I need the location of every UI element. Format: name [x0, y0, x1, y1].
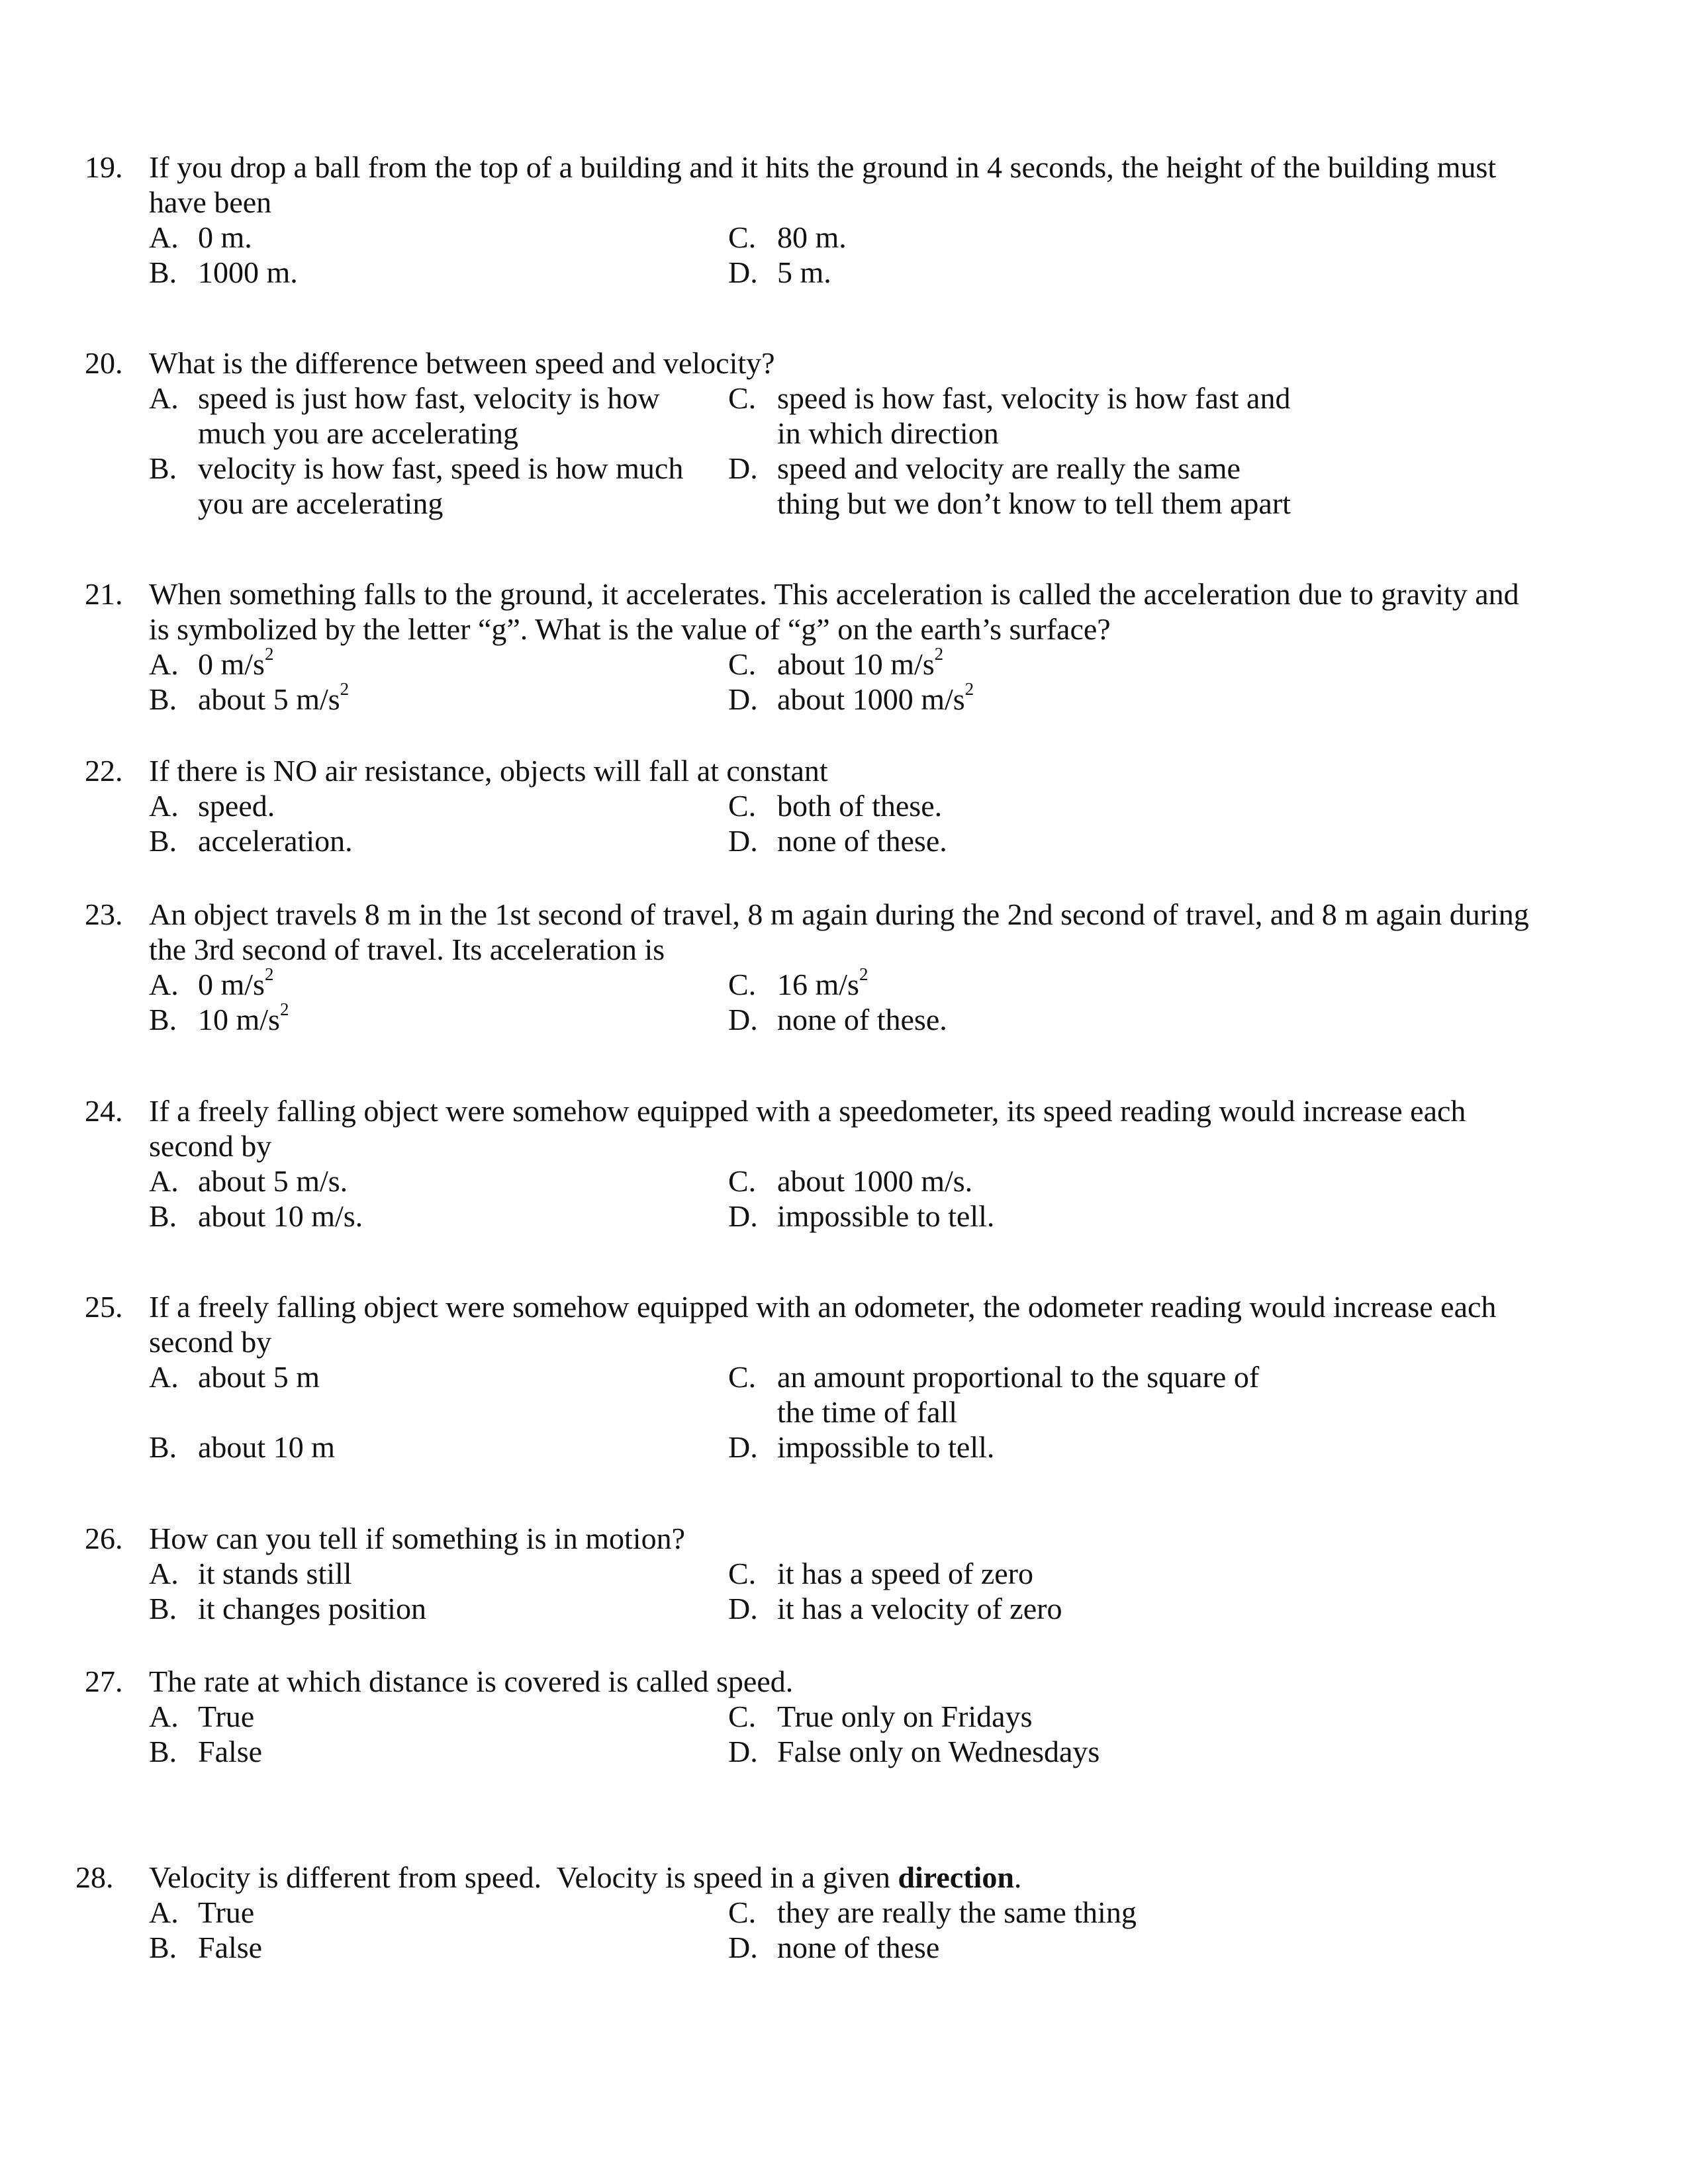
question-stem	[149, 753, 1539, 788]
option-text	[777, 643, 944, 682]
option-text: 5 m.	[777, 255, 831, 289]
option-text	[198, 381, 660, 451]
question-stem	[149, 1664, 1539, 1699]
stem-line: second by	[149, 1129, 272, 1163]
option-letter: B.	[149, 1592, 177, 1625]
option-letter: A.	[149, 1557, 179, 1590]
question-stem	[149, 150, 1539, 220]
option-text	[198, 451, 683, 521]
option-text	[198, 643, 274, 682]
option-letter: C.	[728, 381, 757, 415]
exponent: 2	[340, 678, 350, 699]
option-text: about 1000 m/s.	[777, 1164, 973, 1198]
question-number: 25.	[85, 1290, 123, 1324]
option-letter: A.	[149, 968, 179, 1001]
option-letter: B.	[149, 1003, 177, 1036]
stem-bold-term: direction	[898, 1860, 1014, 1894]
exponent: 2	[934, 643, 944, 664]
option-line: in which direction	[777, 416, 999, 450]
option-text	[198, 999, 289, 1037]
option-letter: D.	[728, 824, 758, 858]
option-letter: C.	[728, 1360, 757, 1394]
exponent: 2	[279, 999, 289, 1019]
question-stem	[149, 576, 1539, 647]
option-text	[777, 964, 868, 1002]
option-letter: D.	[728, 451, 758, 485]
stem-line: have been	[149, 185, 272, 219]
stem-text: Velocity is different from speed. Velocity is speed in a given	[149, 1860, 898, 1894]
option-text	[198, 678, 350, 717]
option-line: an amount proportional to the square of	[777, 1360, 1260, 1394]
exponent: 2	[264, 643, 274, 664]
option-letter: C.	[728, 968, 757, 1001]
stem-line: If a freely falling object were somehow equipped with an odometer, the odometer reading would increase each	[149, 1290, 1497, 1324]
option-value: 0 m/s	[198, 647, 265, 681]
question-number: 23.	[85, 897, 123, 931]
question-stem	[149, 897, 1539, 967]
option-value: 10 m/s	[198, 1003, 280, 1036]
option-text	[777, 1359, 1259, 1430]
question-stem	[149, 1521, 1539, 1556]
stem-line: the 3rd second of travel. Its acceleration is	[149, 933, 665, 966]
option-letter: A.	[149, 1164, 179, 1198]
option-line: velocity is how fast, speed is how much	[198, 451, 684, 485]
option-letter: A.	[149, 1360, 179, 1394]
option-text	[777, 451, 1291, 521]
question-stem	[149, 1289, 1539, 1359]
option-text: True	[198, 1895, 255, 1929]
question-number: 24.	[85, 1094, 123, 1128]
question-stem	[149, 1093, 1539, 1163]
option-letter: D.	[728, 255, 758, 289]
option-value: 16 m/s	[777, 968, 859, 1001]
option-text: about 5 m/s.	[198, 1164, 348, 1198]
option-text: False	[198, 1735, 263, 1768]
option-letter: C.	[728, 789, 757, 823]
option-text: True only on Fridays	[777, 1700, 1033, 1733]
option-letter: D.	[728, 1592, 758, 1625]
option-line: much you are accelerating	[198, 416, 519, 450]
option-text: it stands still	[198, 1557, 352, 1590]
option-text: none of these.	[777, 1003, 947, 1036]
option-value: about 10 m/s	[777, 647, 935, 681]
option-letter: A.	[149, 381, 179, 415]
option-text: about 5 m	[198, 1360, 320, 1394]
stem-line: The rate at which distance is covered is called speed.	[149, 1664, 794, 1698]
option-text: about 10 m	[198, 1430, 335, 1464]
option-letter: B.	[149, 1430, 177, 1464]
option-letter: B.	[149, 1931, 177, 1964]
option-text: none of these	[777, 1931, 940, 1964]
option-text: impossible to tell.	[777, 1199, 995, 1233]
option-letter: A.	[149, 789, 179, 823]
option-letter: C.	[728, 1895, 757, 1929]
option-text: both of these.	[777, 789, 943, 823]
option-text: impossible to tell.	[777, 1430, 995, 1464]
option-text: 1000 m.	[198, 255, 298, 289]
option-text	[777, 381, 1290, 451]
option-text: it has a velocity of zero	[777, 1592, 1062, 1625]
option-text: speed.	[198, 789, 275, 823]
stem-line: If a freely falling object were somehow equipped with a speedometer, its speed reading would increase each	[149, 1094, 1466, 1128]
question-number: 26.	[85, 1522, 123, 1555]
option-line: speed and velocity are really the same	[777, 451, 1241, 485]
option-text: none of these.	[777, 824, 947, 858]
option-line: speed is just how fast, velocity is how	[198, 381, 660, 415]
question-stem	[149, 345, 1539, 381]
option-letter: C.	[728, 1557, 757, 1590]
option-text: 0 m.	[198, 220, 252, 254]
option-letter: C.	[728, 220, 757, 254]
option-text: False	[198, 1931, 263, 1964]
option-text	[198, 964, 274, 1002]
stem-line: is symbolized by the letter “g”. What is the value of “g” on the earth’s surface?	[149, 612, 1111, 646]
question-number: 27.	[85, 1664, 123, 1698]
stem-line: second by	[149, 1325, 272, 1359]
option-letter: B.	[149, 1735, 177, 1768]
option-value: about 1000 m/s	[777, 682, 965, 716]
question-number: 28.	[75, 1860, 114, 1894]
option-line: speed is how fast, velocity is how fast and	[777, 381, 1291, 415]
option-letter: D.	[728, 1430, 758, 1464]
option-text: it changes position	[198, 1592, 426, 1625]
option-letter: B.	[149, 451, 177, 485]
option-text: about 10 m/s.	[198, 1199, 363, 1233]
stem-tail: .	[1013, 1860, 1022, 1894]
stem-line: If you drop a ball from the top of a building and it hits the ground in 4 seconds, the height of the building must	[149, 150, 1497, 184]
option-letter: C.	[728, 1700, 757, 1733]
option-value: about 5 m/s	[198, 682, 340, 716]
option-letter: D.	[728, 1931, 758, 1964]
option-line: thing but we don’t know to tell them apart	[777, 486, 1291, 520]
option-letter: A.	[149, 647, 179, 681]
option-letter: D.	[728, 1003, 758, 1036]
option-letter: D.	[728, 1199, 758, 1233]
option-line: the time of fall	[777, 1395, 958, 1429]
option-value: 0 m/s	[198, 968, 265, 1001]
option-letter: D.	[728, 1735, 758, 1768]
stem-line	[149, 1860, 1539, 1895]
option-line: you are accelerating	[198, 486, 444, 520]
option-letter: A.	[149, 1700, 179, 1733]
exponent: 2	[859, 964, 868, 984]
option-text: they are really the same thing	[777, 1895, 1137, 1929]
stem-line: How can you tell if something is in motion?	[149, 1522, 686, 1555]
option-letter: A.	[149, 1895, 179, 1929]
option-letter: B.	[149, 682, 177, 716]
option-letter: B.	[149, 824, 177, 858]
option-letter: B.	[149, 1199, 177, 1233]
stem-line: What is the difference between speed and velocity?	[149, 346, 775, 380]
option-letter: B.	[149, 255, 177, 289]
option-text: 80 m.	[777, 220, 847, 254]
question-number: 20.	[85, 346, 123, 380]
question-number: 21.	[85, 577, 123, 611]
exponent: 2	[264, 964, 274, 984]
question-stem	[149, 1860, 1539, 1895]
option-letter: C.	[728, 1164, 757, 1198]
exponent: 2	[964, 678, 974, 699]
option-letter: D.	[728, 682, 758, 716]
option-text: True	[198, 1700, 255, 1733]
option-letter: A.	[149, 220, 179, 254]
option-letter: C.	[728, 647, 757, 681]
stem-line: If there is NO air resistance, objects will fall at constant	[149, 754, 828, 788]
option-text: acceleration.	[198, 824, 353, 858]
question-number: 19.	[85, 150, 123, 184]
option-text: it has a speed of zero	[777, 1557, 1034, 1590]
stem-line: An object travels 8 m in the 1st second of travel, 8 m again during the 2nd second of travel, and 8 m again during	[149, 897, 1529, 931]
option-text	[777, 678, 974, 717]
question-number: 22.	[85, 754, 123, 788]
stem-line: When something falls to the ground, it accelerates. This acceleration is called the acceleration due to gravity and	[149, 577, 1519, 611]
option-text: False only on Wednesdays	[777, 1735, 1100, 1768]
